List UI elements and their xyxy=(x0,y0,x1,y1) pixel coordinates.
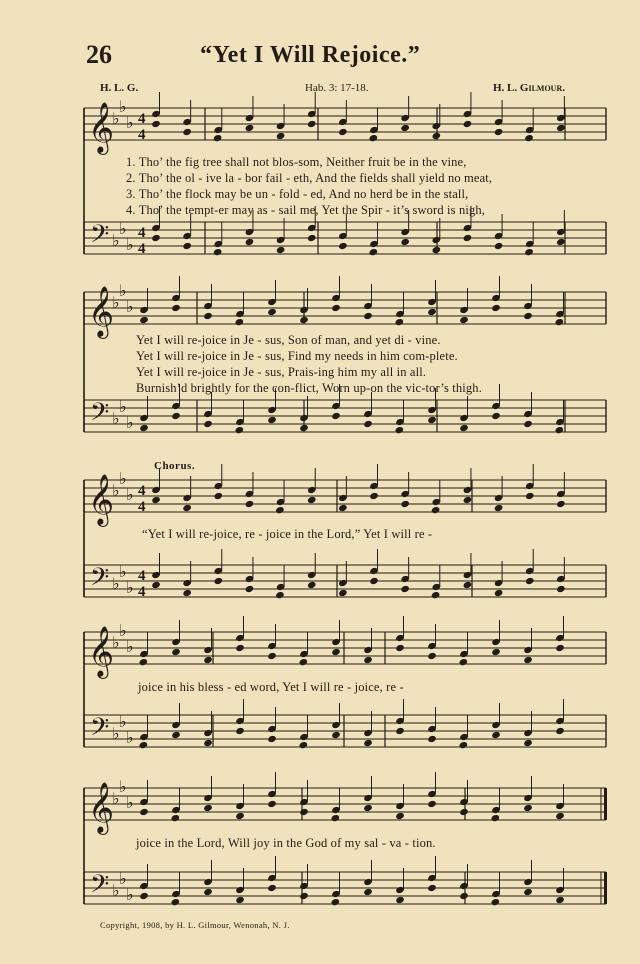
note-head xyxy=(151,496,161,504)
flat-icon: ♭ xyxy=(126,485,134,504)
note-head xyxy=(395,896,405,904)
flat-icon: ♭ xyxy=(126,728,134,747)
note-head xyxy=(245,585,255,593)
note-head xyxy=(307,234,317,242)
note-head xyxy=(363,739,373,747)
note-head xyxy=(139,658,149,666)
note-head xyxy=(203,420,213,428)
flat-icon: ♭ xyxy=(112,409,120,428)
flat-icon: ♭ xyxy=(126,235,134,254)
note-head xyxy=(331,412,341,420)
time-sig-bottom: 4 xyxy=(138,499,146,515)
note-head xyxy=(459,658,469,666)
final-bar-thick xyxy=(604,872,607,904)
scripture-reference: Hab. 3: 17-18. xyxy=(305,82,369,94)
note-head xyxy=(267,652,277,660)
bass-clef-icon: 𝄢 xyxy=(90,220,110,255)
note-head xyxy=(203,656,213,664)
note-head xyxy=(369,577,379,585)
note-head xyxy=(395,727,405,735)
note-head xyxy=(494,128,504,136)
note-head xyxy=(363,312,373,320)
note-head xyxy=(182,242,192,250)
note-head xyxy=(463,120,473,128)
note-head xyxy=(491,648,501,656)
note-head xyxy=(525,492,535,500)
flat-icon: ♭ xyxy=(126,793,134,812)
treble-clef-icon: 𝄞 xyxy=(88,626,115,677)
note-head xyxy=(267,416,277,424)
note-head xyxy=(245,238,255,246)
note-head xyxy=(331,814,341,822)
chorus-line-3: joice in the Lord, Will joy in the God of my sal - va - tion. xyxy=(136,836,436,850)
copyright-notice: Copyright, 1908, by H. L. Gilmour, Wenonah, N. J. xyxy=(100,920,290,930)
note-head xyxy=(369,492,379,500)
time-sig-top: 4 xyxy=(138,225,146,241)
note-head xyxy=(369,134,379,142)
note-head xyxy=(427,800,437,808)
note-head xyxy=(463,496,473,504)
time-sig-bottom: 4 xyxy=(138,241,146,257)
note-head xyxy=(338,242,348,250)
note-head xyxy=(213,134,223,142)
note-head xyxy=(363,656,373,664)
note-head xyxy=(182,504,192,512)
note-head xyxy=(459,741,469,749)
time-sig-bottom: 4 xyxy=(138,584,146,600)
hymn-title: “Yet I Will Rejoice.” xyxy=(200,42,421,68)
flat-icon: ♭ xyxy=(119,219,127,238)
flat-icon: ♭ xyxy=(112,293,120,312)
note-head xyxy=(491,731,501,739)
note-head xyxy=(338,128,348,136)
note-head xyxy=(151,120,161,128)
note-head xyxy=(491,814,501,822)
note-head xyxy=(427,308,437,316)
note-head xyxy=(139,424,149,432)
note-head xyxy=(555,812,565,820)
note-head xyxy=(267,735,277,743)
time-sig-top: 4 xyxy=(138,483,146,499)
note-head xyxy=(245,500,255,508)
note-head xyxy=(151,581,161,589)
note-head xyxy=(523,656,533,664)
flat-icon: ♭ xyxy=(126,578,134,597)
note-head xyxy=(139,316,149,324)
note-head xyxy=(463,234,473,242)
treble-clef-icon: 𝄞 xyxy=(88,102,115,153)
note-head xyxy=(338,589,348,597)
note-head xyxy=(139,741,149,749)
verse-2-line-2: Yet I will re-joice in Je - sus, Find my needs in him com-plete. xyxy=(136,349,458,363)
note-head xyxy=(459,808,469,816)
note-head xyxy=(276,246,286,254)
note-head xyxy=(299,316,309,324)
note-head xyxy=(463,581,473,589)
lyricist-credit: H. L. G. xyxy=(100,82,139,94)
note-head xyxy=(395,426,405,434)
note-head xyxy=(235,318,245,326)
note-head xyxy=(331,898,341,906)
flat-icon: ♭ xyxy=(119,469,127,488)
note-head xyxy=(431,591,441,599)
note-head xyxy=(524,134,534,142)
note-head xyxy=(491,304,501,312)
time-sig-top: 4 xyxy=(138,568,146,584)
note-head xyxy=(171,814,181,822)
note-head xyxy=(555,896,565,904)
note-head xyxy=(395,812,405,820)
bass-clef-icon: 𝄢 xyxy=(90,870,110,905)
flat-icon: ♭ xyxy=(119,869,127,888)
note-head xyxy=(203,804,213,812)
note-head xyxy=(276,132,286,140)
treble-clef-icon: 𝄞 xyxy=(88,782,115,833)
flat-icon: ♭ xyxy=(126,113,134,132)
note-head xyxy=(267,308,277,316)
note-head xyxy=(427,735,437,743)
note-head xyxy=(491,412,501,420)
note-head xyxy=(459,892,469,900)
note-head xyxy=(299,892,309,900)
note-head xyxy=(267,800,277,808)
note-head xyxy=(331,731,341,739)
note-head xyxy=(235,644,245,652)
note-head xyxy=(523,888,533,896)
note-head xyxy=(523,312,533,320)
note-head xyxy=(400,238,410,246)
flat-icon: ♭ xyxy=(126,413,134,432)
page-number: 26 xyxy=(86,40,112,69)
note-head xyxy=(427,652,437,660)
note-head xyxy=(555,426,565,434)
chorus-line-2: joice in his bless - ed word, Yet I will re - joice, re - xyxy=(138,680,404,694)
note-head xyxy=(214,492,224,500)
note-head xyxy=(182,589,192,597)
composer-credit: H. L. Gilmour. xyxy=(493,82,565,94)
note-head xyxy=(235,812,245,820)
note-head xyxy=(171,731,181,739)
treble-clef-icon: 𝄞 xyxy=(88,474,115,525)
flat-icon: ♭ xyxy=(126,885,134,904)
verse-2-line-1: 2. Tho’ the ol - ive la - bor fail - eth, And the fields shall yield no meat, xyxy=(126,171,493,185)
note-head xyxy=(275,506,285,514)
verse-3-line-1: 3. Tho’ the flock may be un - fold - ed, And no herd be in the stall, xyxy=(126,187,469,201)
note-head xyxy=(203,312,213,320)
note-head xyxy=(338,504,348,512)
flat-icon: ♭ xyxy=(112,481,120,500)
note-head xyxy=(213,248,223,256)
flat-icon: ♭ xyxy=(112,881,120,900)
note-head xyxy=(432,246,442,254)
note-head xyxy=(400,124,410,132)
note-head xyxy=(299,658,309,666)
note-head xyxy=(556,585,566,593)
note-head xyxy=(275,591,285,599)
note-head xyxy=(363,888,373,896)
note-head xyxy=(400,500,410,508)
note-head xyxy=(299,808,309,816)
note-head xyxy=(203,739,213,747)
note-head xyxy=(171,304,181,312)
note-head xyxy=(395,318,405,326)
note-head xyxy=(331,648,341,656)
verse-4-line-2: Burnish’d brightly for the con-flict, Worn up-on the vic-tor’s thigh. xyxy=(136,381,482,395)
flat-icon: ♭ xyxy=(126,297,134,316)
note-head xyxy=(556,124,566,132)
note-head xyxy=(555,727,565,735)
note-head xyxy=(555,644,565,652)
note-head xyxy=(363,804,373,812)
flat-icon: ♭ xyxy=(112,789,120,808)
note-head xyxy=(299,424,309,432)
flat-icon: ♭ xyxy=(126,637,134,656)
bass-clef-icon: 𝄢 xyxy=(90,398,110,433)
flat-icon: ♭ xyxy=(119,281,127,300)
note-head xyxy=(431,506,441,514)
note-head xyxy=(395,644,405,652)
note-head xyxy=(491,898,501,906)
chorus-line-1: “Yet I will re-joice, re - joice in the Lord,” Yet I will re - xyxy=(142,527,433,541)
note-head xyxy=(523,739,533,747)
note-head xyxy=(307,496,317,504)
note-head xyxy=(214,577,224,585)
flat-icon: ♭ xyxy=(112,574,120,593)
verse-1-line-1: 1. Tho’ the fig tree shall not blos-som, Neither fruit be in the vine, xyxy=(126,155,467,169)
note-head xyxy=(524,248,534,256)
note-head xyxy=(307,581,317,589)
flat-icon: ♭ xyxy=(119,777,127,796)
flat-icon: ♭ xyxy=(112,231,120,250)
flat-icon: ♭ xyxy=(119,397,127,416)
bass-clef-icon: 𝄢 xyxy=(90,713,110,748)
verse-4-line-1: 4. Tho’ the tempt-er may as - sail me, Yet the Spir - it’s sword is nigh, xyxy=(126,203,486,217)
bass-clef-icon: 𝄢 xyxy=(90,563,110,598)
note-head xyxy=(427,416,437,424)
verse-3-line-2: Yet I will re-joice in Je - sus, Prais-ing him my all in all. xyxy=(136,365,427,379)
note-head xyxy=(427,884,437,892)
flat-icon: ♭ xyxy=(119,712,127,731)
time-sig-top: 4 xyxy=(138,111,146,127)
note-head xyxy=(171,898,181,906)
note-head xyxy=(171,412,181,420)
note-head xyxy=(459,316,469,324)
note-head xyxy=(555,318,565,326)
note-head xyxy=(139,892,149,900)
note-head xyxy=(494,242,504,250)
note-head xyxy=(523,804,533,812)
note-head xyxy=(459,424,469,432)
time-sig-bottom: 4 xyxy=(138,127,146,143)
note-head xyxy=(307,120,317,128)
note-head xyxy=(245,124,255,132)
note-head xyxy=(235,426,245,434)
flat-icon: ♭ xyxy=(119,621,127,640)
note-head xyxy=(556,238,566,246)
final-bar-thick xyxy=(604,788,607,820)
note-head xyxy=(556,500,566,508)
note-head xyxy=(432,132,442,140)
flat-icon: ♭ xyxy=(112,633,120,652)
note-head xyxy=(151,234,161,242)
flat-icon: ♭ xyxy=(112,109,120,128)
note-head xyxy=(139,808,149,816)
note-head xyxy=(235,896,245,904)
flat-icon: ♭ xyxy=(119,562,127,581)
treble-clef-icon: 𝄞 xyxy=(88,286,115,337)
note-head xyxy=(182,128,192,136)
note-head xyxy=(494,504,504,512)
note-head xyxy=(331,304,341,312)
verse-1-line-2: Yet I will re-joice in Je - sus, Son of man, and yet di - vine. xyxy=(136,333,441,347)
note-head xyxy=(525,577,535,585)
note-head xyxy=(400,585,410,593)
note-head xyxy=(235,727,245,735)
note-head xyxy=(299,741,309,749)
note-head xyxy=(171,648,181,656)
flat-icon: ♭ xyxy=(119,97,127,116)
note-head xyxy=(363,420,373,428)
note-head xyxy=(203,888,213,896)
note-head xyxy=(267,884,277,892)
flat-icon: ♭ xyxy=(112,724,120,743)
note-head xyxy=(523,420,533,428)
note-head xyxy=(494,589,504,597)
note-head xyxy=(369,248,379,256)
chorus-label: Chorus. xyxy=(154,460,196,472)
